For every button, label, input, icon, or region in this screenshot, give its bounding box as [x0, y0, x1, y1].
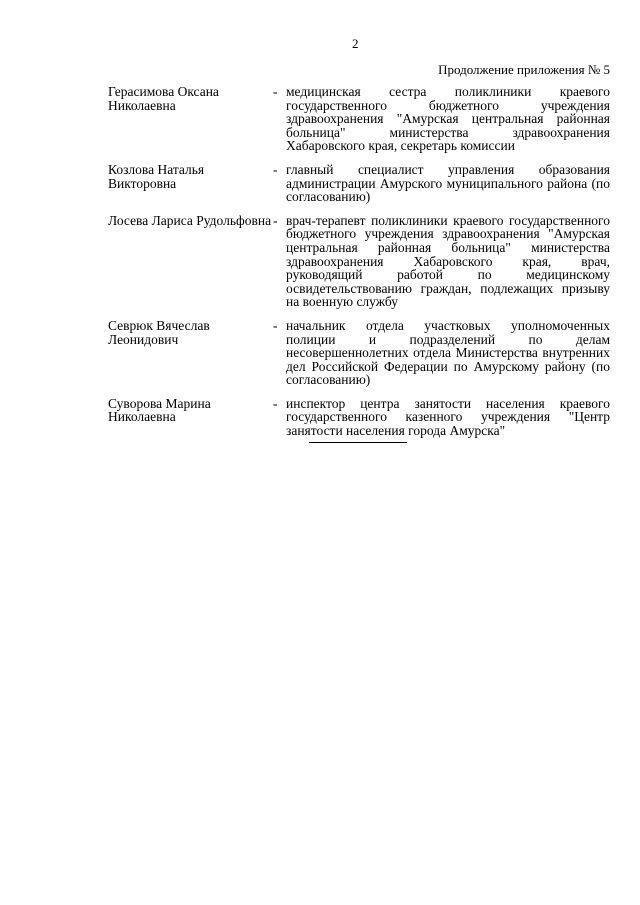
- page-number: 2: [352, 36, 359, 51]
- member-name: Суворова Марина Николаевна: [108, 395, 211, 425]
- member-dash: -: [273, 395, 278, 411]
- member-dash: -: [273, 317, 278, 333]
- member-role: главный специалист управления образования администрации Амурского муниципального района (по согласованию): [286, 161, 610, 205]
- member-name: Козлова Наталья Викторовна: [108, 161, 205, 191]
- member-row: [108, 319, 610, 387]
- member-name: Герасимова Оксана Николаевна: [108, 84, 219, 113]
- member-dash: -: [273, 212, 278, 228]
- member-row: [108, 85, 610, 153]
- member-role: начальник отдела участковых уполномоченных полиции и подразделений по делам несовершеннолетних отдела Министерства внутренних дел Российской Федерации по Амурскому району (по согласованию): [286, 317, 610, 388]
- member-name: Севрюк Вячеслав Леонидович: [108, 317, 210, 347]
- member-row: [108, 163, 610, 204]
- closing-divider-line: [309, 442, 407, 443]
- member-role: врач-терапевт поликлиники краевого государственного бюджетного учреждения здравоохранения "Амурская центральная районная больница" министерства здравоохранения Хабаровского края, врач, руководящий работой по медицинскому освидетельствованию граждан, подлежащих призыву на военную службу: [286, 212, 610, 310]
- member-row: [108, 214, 610, 309]
- member-dash: -: [273, 84, 278, 99]
- member-row: [108, 397, 610, 438]
- member-role: медицинская сестра поликлиники краевого государственного бюджетного учреждения здравоохранения "Амурская центральная районная больница" министерства здравоохранения Хабаровского края, секретарь комиссии: [286, 84, 610, 154]
- appendix-continuation-label: Продолжение приложения № 5: [438, 62, 610, 77]
- commission-member-list: [108, 85, 610, 448]
- member-name: Лосева Лариса Рудольфовна: [108, 212, 272, 228]
- member-role: инспектор центра занятости населения краевого государственного казенного учреждения "Центр занятости населения города Амурска": [286, 395, 610, 439]
- member-dash: -: [273, 161, 278, 177]
